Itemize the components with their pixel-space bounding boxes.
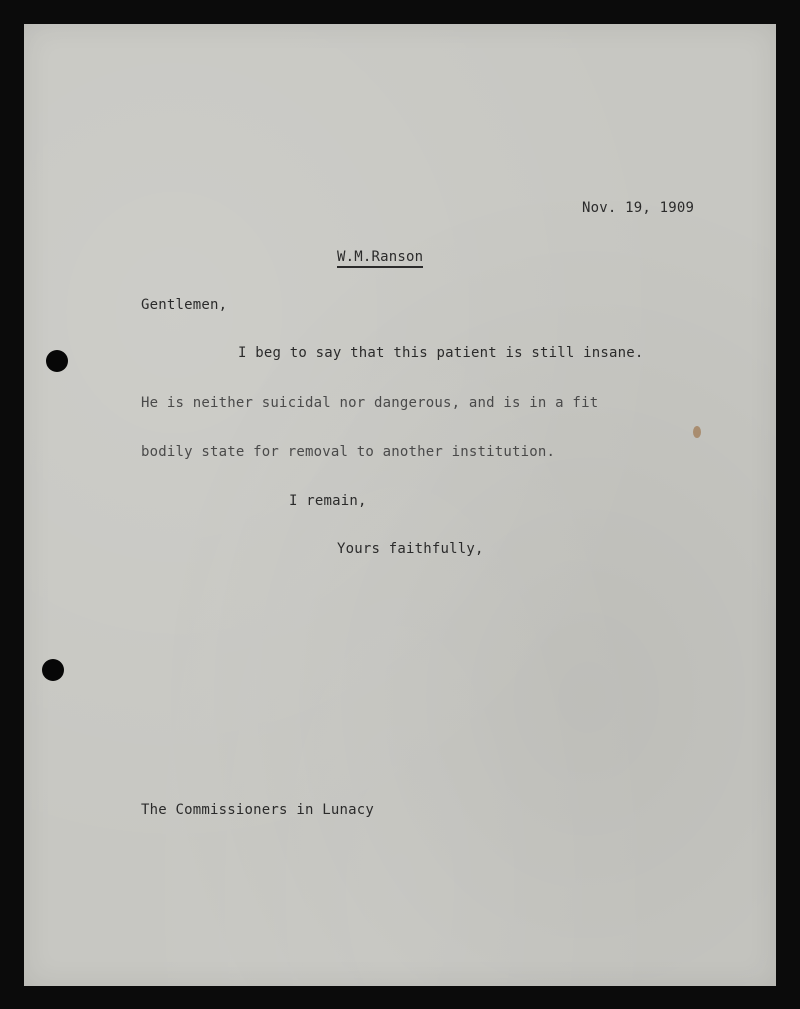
letter-subject: W.M.Ranson [337,250,423,268]
paper-stain [693,426,701,438]
body-line-1: I beg to say that this patient is still insane. [238,345,644,361]
punch-hole-top [46,350,68,372]
letter-addressee: The Commissioners in Lunacy [141,802,374,818]
letter-salutation: Gentlemen, [141,297,228,313]
letter-date: Nov. 19, 1909 [582,200,695,216]
letter-sheet [24,24,776,986]
closing-line-2: Yours faithfully, [337,541,484,557]
closing-line-1: I remain, [289,493,367,509]
body-line-3: bodily state for removal to another institution. [141,444,556,460]
body-line-2: He is neither suicidal nor dangerous, and is in a fit [141,395,599,411]
punch-hole-bottom [42,659,64,681]
